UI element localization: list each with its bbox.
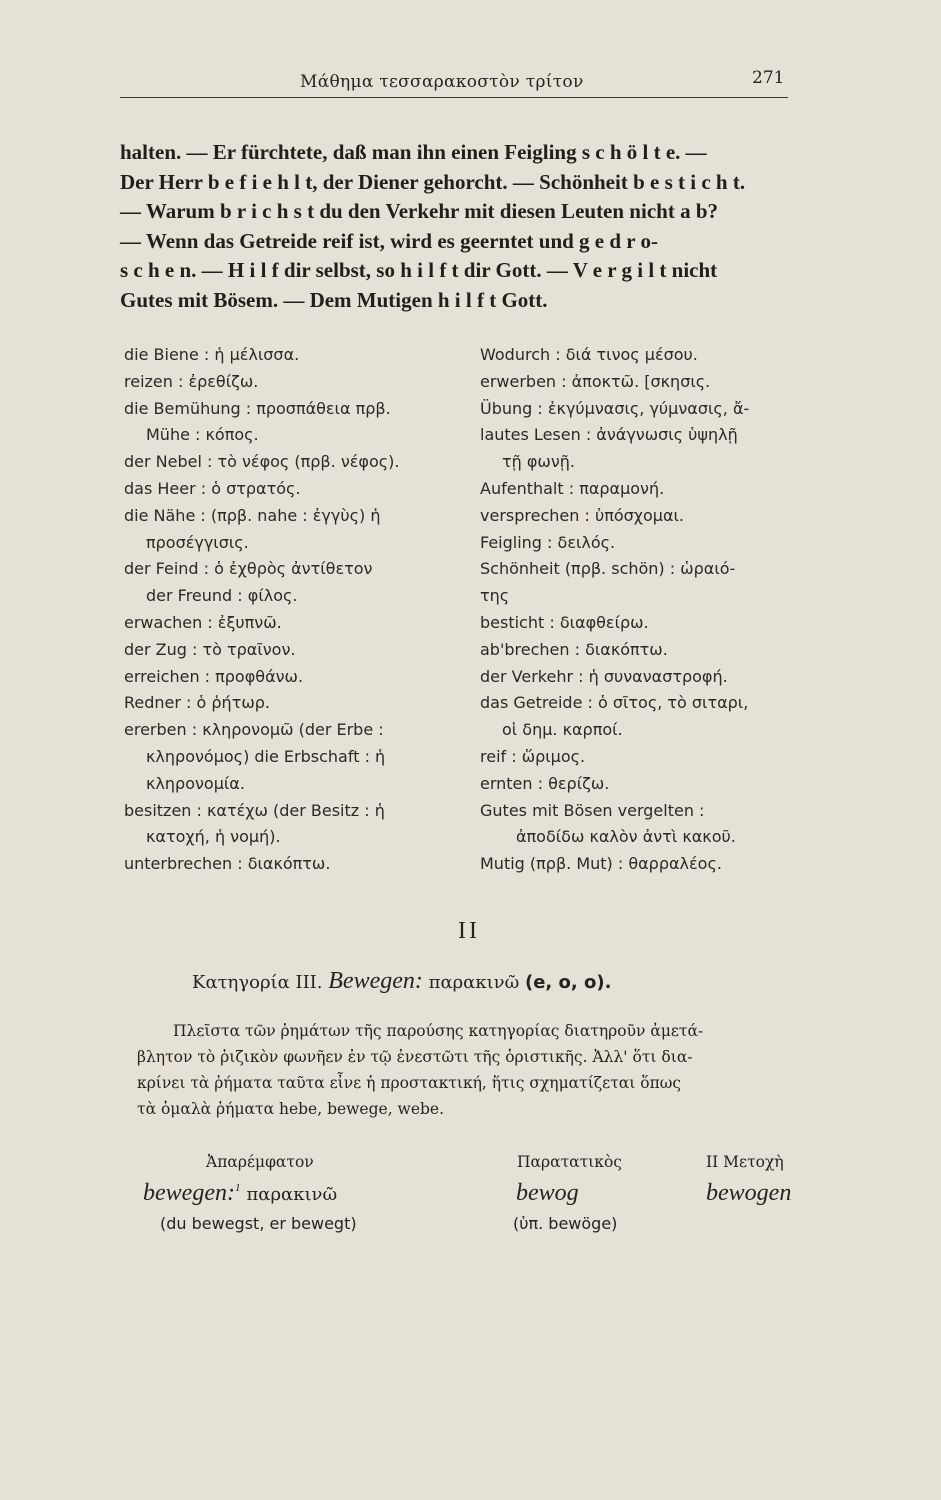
vocab-entry: ererben : κληρονομῶ (der Erbe : [124,720,384,740]
header-participle: II Μετοχὴ [706,1153,784,1171]
vocab-entry: die Biene : ἡ μέλισσα. [124,345,300,364]
infinitive-verb: bewegen: [143,1180,235,1206]
vocab-entry: erreichen : προφθάνω. [124,666,304,686]
vocab-entry: die Bemühung : προσπάθεια πρβ. [124,398,391,418]
vocab-entry: Aufenthalt : παραμονή. [480,478,665,498]
vocabulary-right-column [480,342,820,878]
header-rule [120,97,788,98]
vocab-entry: der Verkehr : ἡ συναναστροφή. [480,666,728,686]
vocab-entry: ἀποδίδω καλὸν ἀντὶ κακοῦ. [516,827,736,847]
imperfect-form: bewog [516,1180,579,1206]
paragraph-line: τὰ ὁμαλὰ ῥήματα hebe, bewege, webe. [137,1100,445,1118]
vocab-entry: Gutes mit Bösen vergelten : [480,800,705,820]
participle-form: bewogen [706,1180,792,1206]
vocab-entry: Wodurch : διά τινος μέσου. [480,345,698,364]
vocab-entry: Schönheit (πρβ. schön) : ὡραιό- [480,559,736,579]
vocab-entry: προσέγγισις. [146,532,249,552]
imperfect-note: (ὑπ. bewöge) [513,1214,618,1233]
vocab-entry: οἱ δημ. καρποί. [502,720,623,740]
category-label: Κατηγορία III. [192,972,323,993]
vocab-entry: κατοχή, ἡ νομή). [146,827,281,847]
paragraph-line: Πλεῖστα τῶν ῥημάτων τῆς παρούσης κατηγορίας διατηροῦν ἀμετά- [173,1022,704,1040]
vocab-entry: das Getreide : ὁ σῖτος, τὸ σιταρι, [480,693,749,713]
vocab-entry: ernten : θερίζω. [480,773,610,793]
fraktur-line: s c h e n. — H i l f dir selbst, so h i l f t dir Gott. — V e r g i l t nicht [120,258,718,282]
vocab-entry: die Nähe : (πρβ. nahe : ἐγγὺς) ἡ [124,505,381,525]
paragraph-line: κρίνει τὰ ῥήματα ταῦτα εἶνε ἡ προστακτική, ἥτις σχηματίζεται ὅπως [137,1074,682,1092]
vocab-entry: der Nebel : τὸ νέφος (πρβ. νέφος). [124,452,400,472]
vocabulary-left-column [124,342,464,878]
vocab-entry: der Feind : ὁ ἐχθρὸς ἀντίθετον [124,559,373,579]
infinitive-form [143,1180,337,1207]
fraktur-line: halten. — Er fürchtete, daß man ihn einen Feigling s c h ö l t e. — [120,140,707,164]
fraktur-line: — Wenn das Getreide reif ist, wird es geerntet und g e d r o- [120,228,658,253]
vocab-entry: Redner : ὁ ῥήτωρ. [124,693,270,713]
vocab-entry: das Heer : ὁ στρατός. [124,478,301,498]
vocab-entry: versprechen : ὑπόσχομαι. [480,505,685,525]
vocab-entry: Mühe : κόπος. [146,425,259,445]
vocab-entry: της [480,586,510,606]
category-greek: παρακινῶ [428,972,520,993]
vocab-entry: lautes Lesen : ἀνάγνωσις ὑψηλῇ [480,425,738,445]
infinitive-note: (du bewegst, er bewegt) [160,1214,357,1233]
category-verb: Bewegen: [328,968,423,994]
vocab-entry: Mutig (πρβ. Mut) : θαρραλέος. [480,854,722,874]
running-header-title: Μάθημα τεσσαρακοστὸν τρίτον [300,72,584,92]
vocab-entry: besitzen : κατέχω (der Besitz : ἡ [124,800,385,820]
footnote-marker: 1 [234,1182,241,1194]
vocab-entry: κληρονομία. [146,773,245,793]
fraktur-line: — Warum b r i c h s t du den Verkehr mit diesen Leuten nicht a b? [120,199,718,223]
fraktur-line: Der Herr b e f i e h l t, der Diener gehorcht. — Schönheit b e s t i c h t. [120,169,746,194]
page-number: 271 [752,68,785,88]
vocab-entry: der Freund : φίλος. [146,586,298,606]
vocab-entry: reif : ὥριμος. [480,746,586,766]
paragraph-line: βλητον τὸ ῥιζικὸν φωνῆεν ἐν τῷ ἐνεστῶτι τῆς ὁριστικῆς. Ἀλλ' ὅτι δια- [137,1048,693,1066]
vocab-entry: τῇ φωνῇ. [502,452,575,472]
vocab-entry: ab'brechen : διακόπτω. [480,639,668,659]
vocab-entry: erwerben : ἀποκτῶ. [σκησις. [480,371,711,391]
vocab-entry: Übung : ἐκγύμνασις, γύμνασις, ἄ- [480,398,750,418]
vocab-entry: der Zug : τὸ τραῖνον. [124,639,296,659]
section-number: II [458,918,480,944]
vocab-entry: reizen : ἐρεθίζω. [124,371,259,391]
vocab-entry: Feigling : δειλός. [480,532,616,552]
category-endings: (e, o, o). [525,972,612,993]
vocab-entry: κληρονόμος) die Erbschaft : ἡ [146,746,386,766]
fraktur-line: Gutes mit Bösem. — Dem Mutigen h i l f t Gott. [120,287,548,312]
infinitive-greek: παρακινῶ [246,1184,338,1205]
header-imperfect: Παρατατικὸς [517,1153,622,1171]
vocab-entry: unterbrechen : διακόπτω. [124,854,331,874]
vocab-entry: erwachen : ἐξυπνῶ. [124,612,282,632]
category-heading [192,968,611,995]
explanation-paragraph [137,1018,817,1122]
vocab-entry: besticht : διαφθείρω. [480,612,649,632]
header-infinitive: Ἀπαρέμφατον [206,1153,314,1171]
fraktur-exercise-text [120,138,800,315]
